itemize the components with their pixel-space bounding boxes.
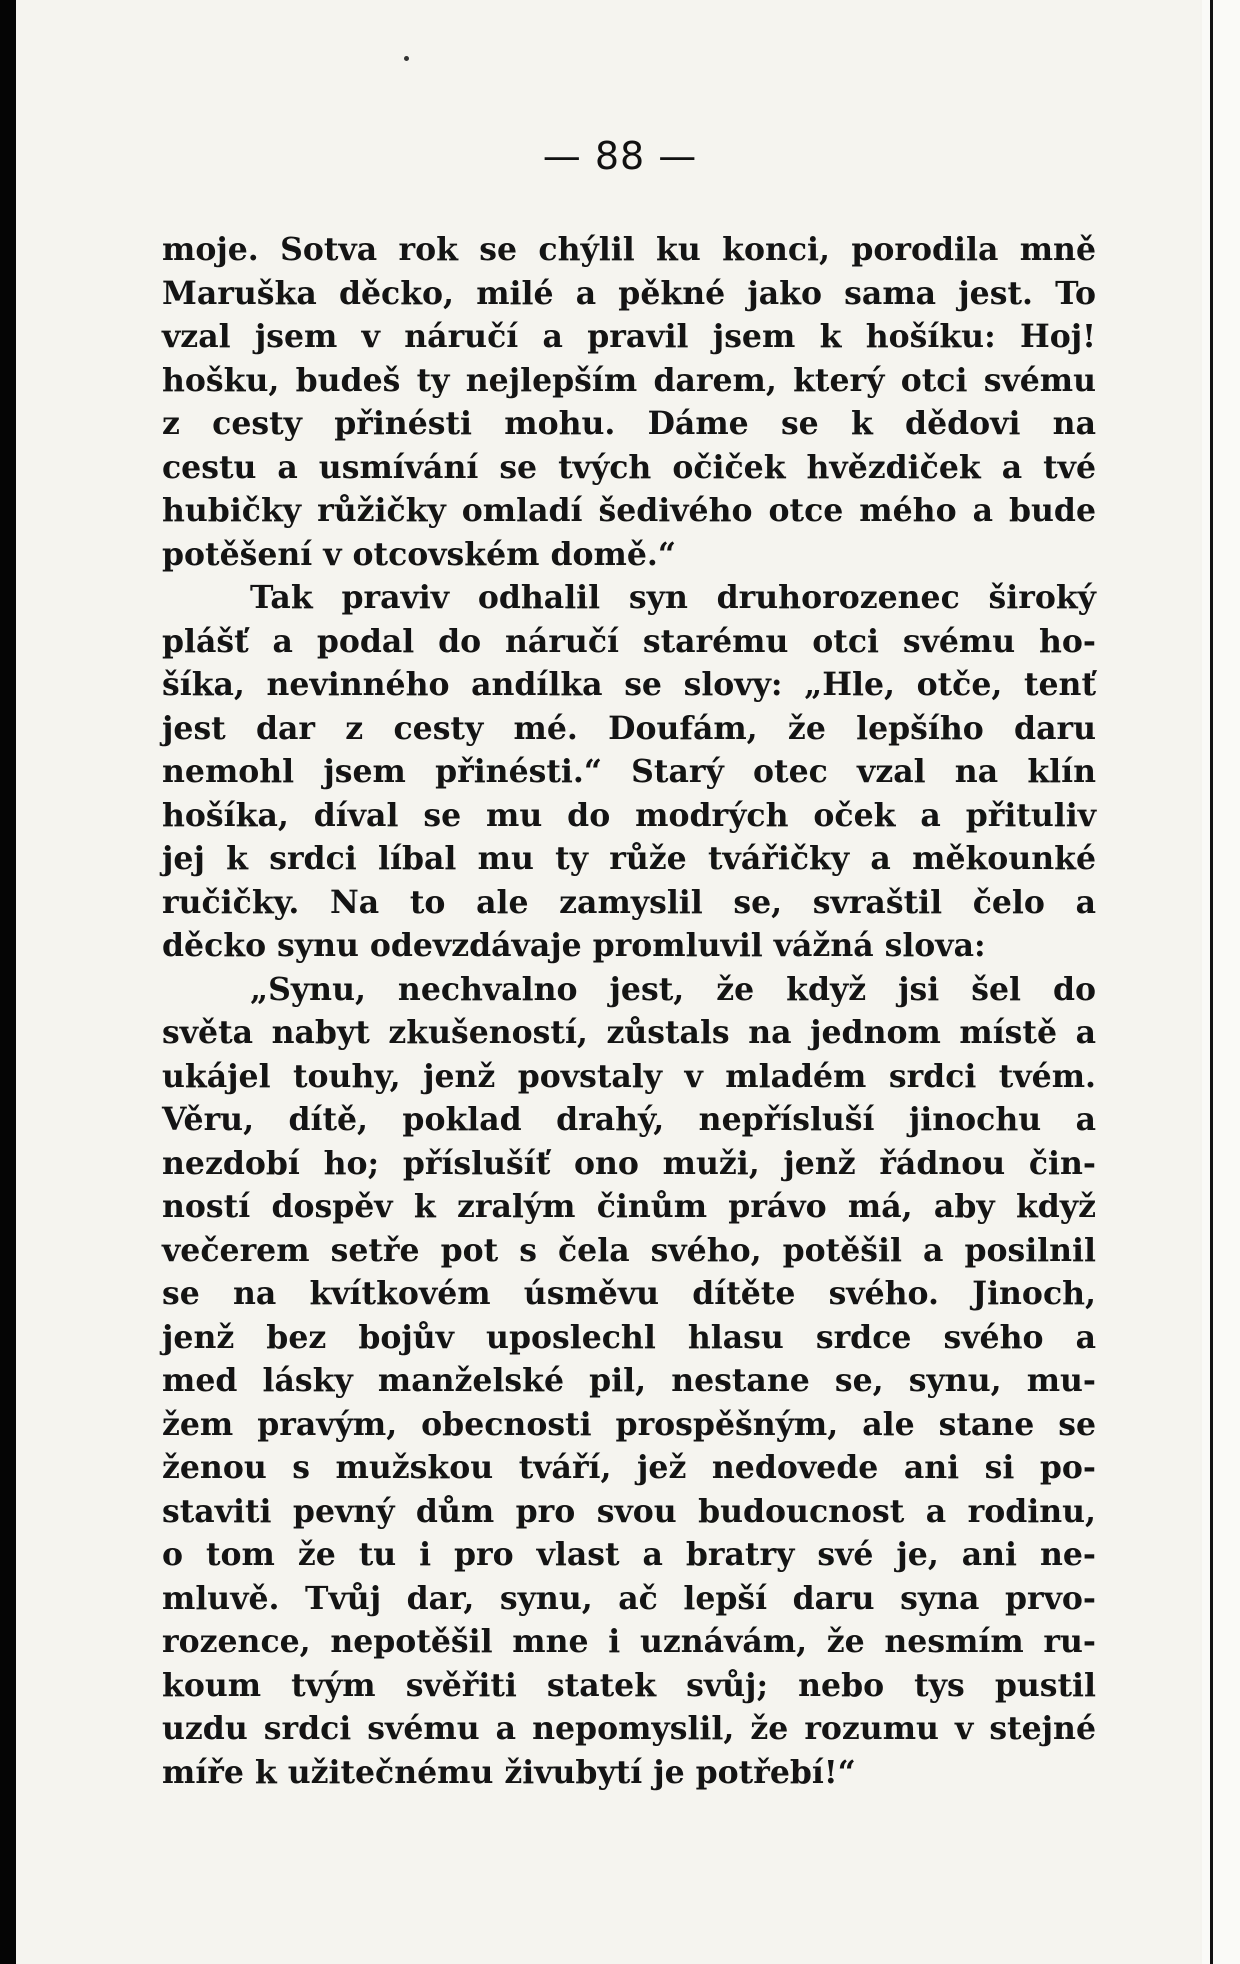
- text-line: jest dar z cesty mé. Doufám, že lepšího daru: [162, 709, 1096, 747]
- text-line: mluvě. Tvůj dar, synu, ač lepší daru syna prvo-: [162, 1579, 1096, 1617]
- text-line: rozence, nepotěšil mne i uznávám, že nesmím ru-: [162, 1623, 1096, 1660]
- text-line: nezdobí ho; příslušíť ono muži, jenž řádnou čin-: [162, 1144, 1096, 1182]
- text-line: „Synu, nechvalno jest, že když jsi šel do: [250, 970, 1096, 1008]
- text-line: hošíka, díval se mu do modrých oček a přituliv: [162, 796, 1096, 834]
- text-line: ručičky. Na to ale zamyslil se, svraštil čelo a: [162, 883, 1096, 921]
- text-line: plášť a podal do náručí starému otci svému ho-: [162, 622, 1096, 660]
- body-text: [162, 228, 1096, 1794]
- text-line: z cesty přinésti mohu. Dáme se k dědovi na: [162, 405, 1096, 442]
- text-line: se na kvítkovém úsměvu dítěte svého. Jinoch,: [162, 1275, 1096, 1312]
- text-line: ukájel touhy, jenž povstaly v mladém srdci tvém.: [162, 1057, 1096, 1095]
- text-line: žem pravým, obecnosti prospěšným, ale stane se: [162, 1405, 1096, 1443]
- page-edge-line: [1210, 0, 1213, 1964]
- text-line: děcko synu odevzdávaje promluvil vážná slova:: [162, 927, 986, 964]
- text-line: Věru, dítě, poklad drahý, nepřísluší jinochu a: [162, 1101, 1096, 1138]
- adjacent-page-edge: [1202, 0, 1240, 1964]
- text-line: jej k srdci líbal mu ty růže tvářičky a měkounké: [162, 840, 1096, 877]
- text-line: cestu a usmívání se tvých očiček hvězdiček a tvé: [162, 448, 1096, 486]
- text-line: koum tvým svěřiti statek svůj; nebo tys pustil: [162, 1666, 1096, 1704]
- text-line: Maruška děcko, milé a pěkné jako sama jest. To: [162, 274, 1096, 312]
- text-line: světa nabyt zkušeností, zůstals na jednom místě a: [162, 1014, 1096, 1051]
- page-number: — 88 —: [542, 134, 698, 178]
- text-line: nemohl jsem přinésti.“ Starý otec vzal na klín: [162, 753, 1096, 790]
- text-line: jenž bez bojův uposlechl hlasu srdce svého a: [162, 1318, 1096, 1356]
- text-line: hošku, budeš ty nejlepším darem, který otci svému: [162, 361, 1096, 399]
- text-line: Tak praviv odhalil syn druhorozenec široký: [250, 579, 1096, 616]
- text-line: ností dospěv k zralým činům právo má, aby když: [162, 1188, 1096, 1225]
- text-line: večerem setře pot s čela svého, potěšil a posilnil: [162, 1231, 1096, 1269]
- text-line: uzdu srdci svému a nepomyslil, že rozumu v stejné: [162, 1710, 1096, 1747]
- text-line: vzal jsem v náručí a pravil jsem k hošíku: Hoj!: [162, 318, 1096, 355]
- text-line: potěšení v otcovském domě.“: [162, 535, 676, 573]
- text-line: med lásky manželské pil, nestane se, synu, mu-: [162, 1362, 1096, 1399]
- text-line: staviti pevný dům pro svou budoucnost a rodinu,: [162, 1492, 1096, 1530]
- print-speck: [404, 56, 409, 61]
- text-line: o tom že tu i pro vlast a bratry své je, ani ne-: [162, 1536, 1096, 1573]
- text-line: moje. Sotva rok se chýlil ku konci, porodila mně: [162, 231, 1096, 268]
- text-line: hubičky růžičky omladí šedivého otce mého a bude: [162, 492, 1096, 529]
- text-line: míře k užitečnému živubytí je potřebí!“: [162, 1753, 856, 1791]
- text-line: šíka, nevinného andílka se slovy: „Hle, otče, tenť: [162, 666, 1096, 703]
- text-line: ženou s mužskou tváří, jež nedovede ani si po-: [162, 1449, 1096, 1486]
